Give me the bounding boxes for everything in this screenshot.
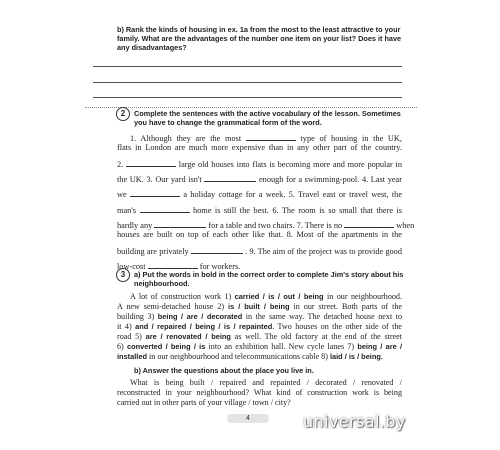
ex2-instruction-line-1: Complete the sentences with the active vocabulary of the lesson. Sometimes (134, 109, 401, 118)
ex3b-question-line-3: carried out in other parts of your village / town / city? (117, 398, 291, 407)
bold-words-3: being / are / decorated (157, 312, 243, 321)
ex2-text-line-5: we a holiday cottage for a week. 5. Travel east or travel west, the (117, 190, 402, 199)
ex3b-question-line-1: What is being built / repaired and repainted / decorated / renovated / (130, 378, 402, 387)
ex3b-instruction: b) Answer the questions about the place you live in. (134, 366, 314, 375)
bold-words-4: and / repaired / being / is / repainted (135, 322, 273, 331)
exercise-number-2: 2 (116, 107, 130, 121)
story-line-3: building 3) being / are / decorated in the same way. The detached house next to (117, 312, 403, 321)
blank-8[interactable] (191, 246, 243, 254)
blank-2[interactable] (126, 159, 176, 167)
writing-line-2 (93, 82, 402, 83)
section-divider (85, 107, 417, 108)
blank-7[interactable] (344, 220, 394, 228)
blank-3[interactable] (204, 174, 256, 182)
ex2-text-line-2: flats in London are much more expensive than in any other part of the country. (117, 143, 402, 152)
exercise-number-3: 3 (116, 268, 130, 282)
ex2-text-line-7: hardly any for a table and two chairs. 7. There is no when (117, 221, 415, 230)
story-line-2: A new semi-detached house 2) is / built / being in our street. Both parts of the (117, 302, 403, 311)
ex3-instruction-line-1: a) Put the words in bold in the correct order to complete Jim's story about his (134, 270, 404, 279)
ex1b-line-1: b) Rank the kinds of housing in ex. 1a from the most to the least attractive to your (117, 25, 401, 34)
ex3b-question-line-2: reconstructed in your neighbourhood? What kind of construction work is being (117, 388, 402, 397)
blank-4[interactable] (130, 189, 180, 197)
blank-6[interactable] (154, 220, 206, 228)
blank-5[interactable] (140, 205, 190, 213)
story-line-1: A lot of construction work 1) carried / is / out / being in our neighbourhood. (130, 292, 402, 301)
bold-words-5: are / renovated / being (145, 332, 231, 341)
page-number: 4 (246, 415, 250, 422)
ex2-text-line-8: houses are built on top of each other like that. 8. Most of the apartments in the (117, 230, 402, 239)
ex2-text-line-6: man's home is still the best. 6. The room is so small that there is (117, 206, 403, 215)
bold-words-7a: being / are / (357, 342, 402, 351)
ex2-text-line-3: 2. large old houses into flats is becoming more and more popular in (117, 160, 403, 169)
bold-words-7b: installed (117, 352, 147, 361)
story-line-4: it 4) and / repaired / being / is / repainted. Two houses on the other side of the (117, 322, 402, 331)
bold-words-6: converted / being / is (126, 342, 206, 351)
ex2-text-line-4: the UK. 3. Our yard isn't enough for a swimming-pool. 4. Last year (117, 175, 402, 184)
story-line-7: installed in our neighbourhood and telecommunications cable 8) laid / is / being. (117, 352, 383, 361)
bold-words-2: is / built / being (228, 302, 290, 311)
watermark-logo: universal.by (303, 412, 406, 431)
bold-words-1: carried / is / out / being (234, 292, 324, 301)
ex2-text-line-10: low-cost for workers. (117, 262, 241, 271)
story-line-5: road 5) are / renovated / being as well. The old factory at the end of the street (117, 332, 402, 341)
ex2-text-line-1: 1. Although they are the most type of housing in the UK, (130, 134, 402, 143)
blank-1[interactable] (246, 133, 296, 141)
ex2-instruction-line-2: you have to change the grammatical form of the word. (134, 118, 322, 127)
ex2-text-line-9: building are privately . 9. The aim of the project was to provide good (117, 247, 402, 256)
ex3-instruction-line-2: neighbourhood. (134, 279, 190, 288)
story-line-6: 6) converted / being / is into an exhibition hall. New cycle lanes 7) being / are / (117, 342, 402, 351)
writing-line-1 (93, 66, 402, 67)
ex1b-line-2: family. What are the advantages of the number one item on your list? Does it have (117, 34, 402, 43)
blank-9[interactable] (148, 261, 198, 269)
ex1b-line-3: any disadvantages? (117, 43, 187, 52)
writing-line-3 (93, 97, 402, 98)
bold-words-8: laid / is / being (329, 352, 381, 361)
